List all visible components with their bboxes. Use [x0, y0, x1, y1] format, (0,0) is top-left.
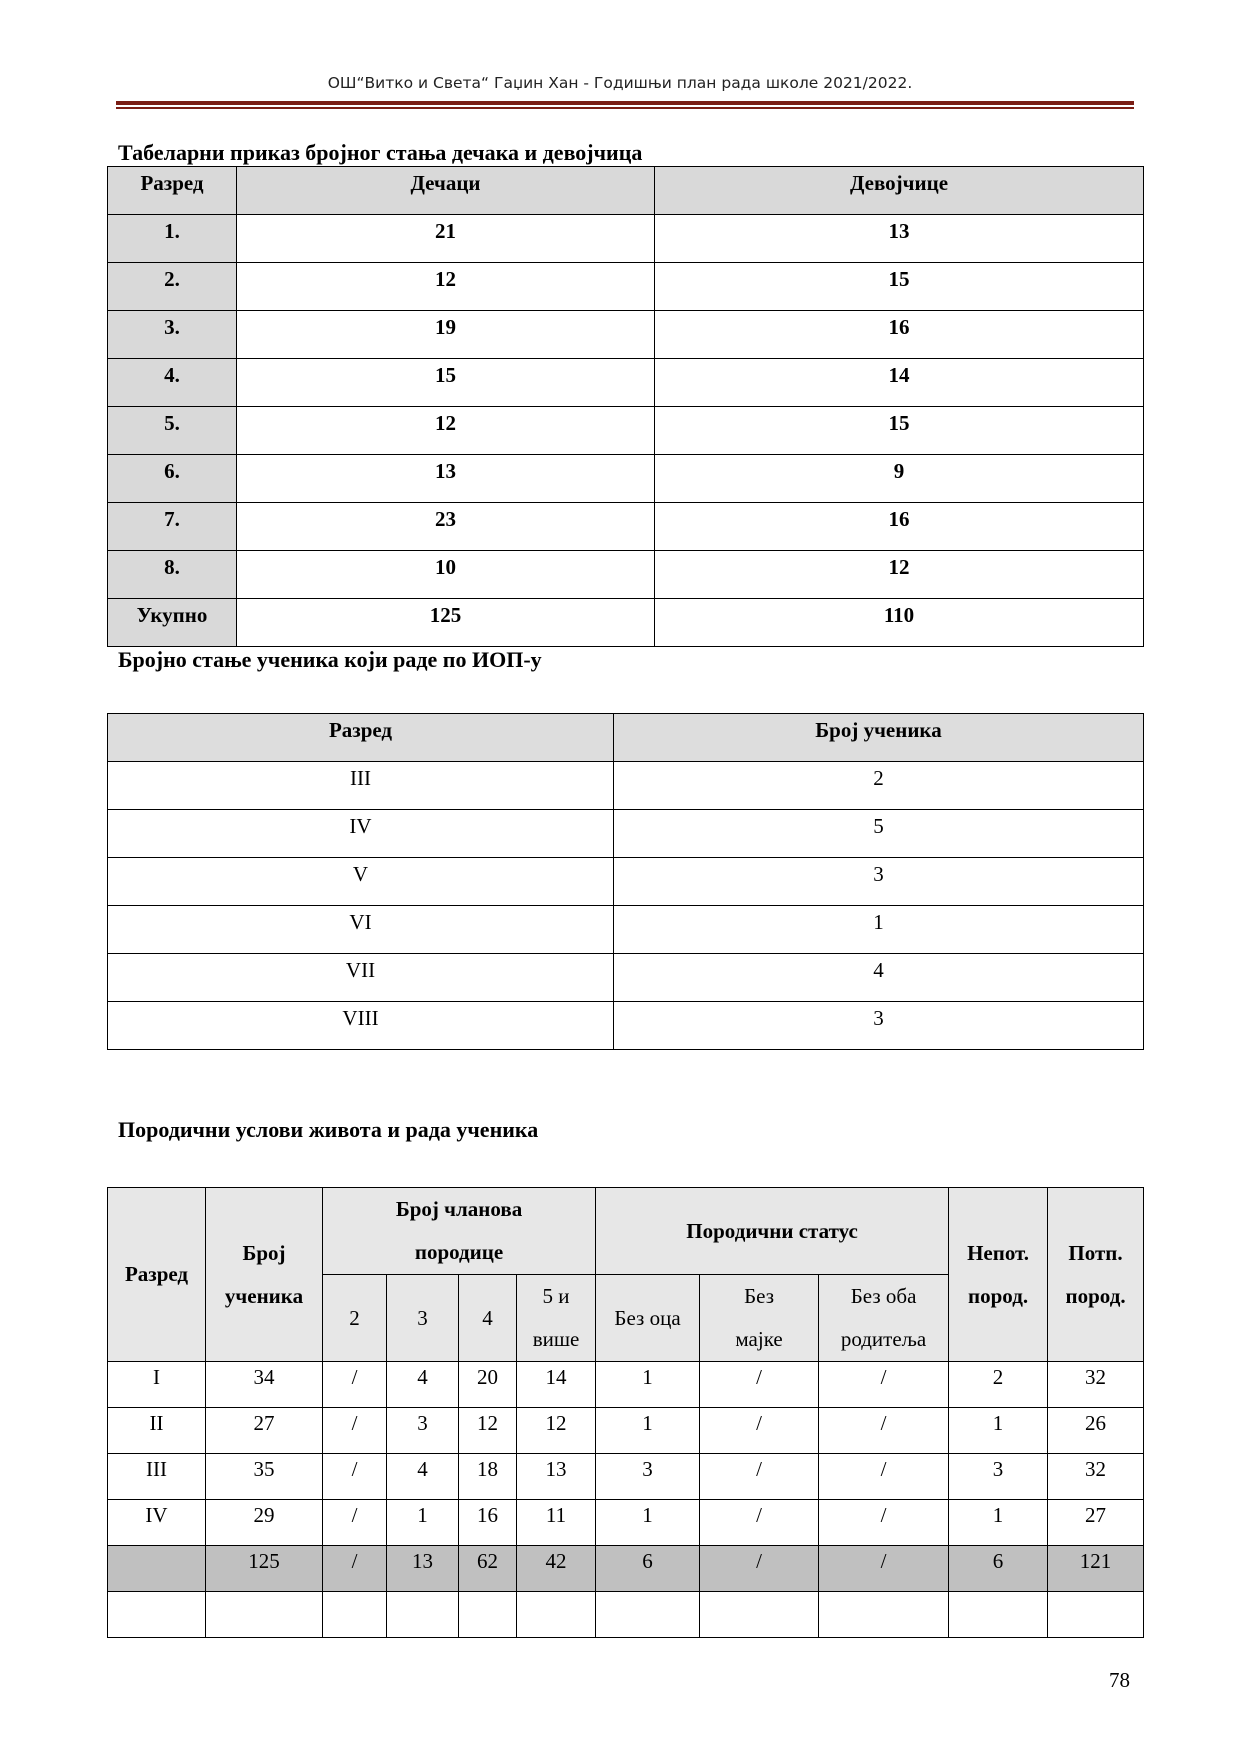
- gender-table-title: Табеларни приказ бројног стања дечака и девојчица: [118, 140, 643, 165]
- table-cell: 26: [1048, 1408, 1144, 1454]
- row-label: 5.: [108, 407, 237, 455]
- table-cell: IV: [108, 1500, 206, 1546]
- table-cell: 13: [655, 215, 1144, 263]
- empty-cell: [596, 1592, 700, 1638]
- header-students: Број ученика: [206, 1188, 323, 1362]
- empty-cell: [459, 1592, 517, 1638]
- column-header: Број ученика: [614, 714, 1144, 762]
- row-label: 4.: [108, 359, 237, 407]
- table-cell: 12: [237, 407, 655, 455]
- total-cell: 62: [459, 1546, 517, 1592]
- header-incomplete-family: Непот. пород.: [949, 1188, 1048, 1362]
- table-cell: 15: [655, 263, 1144, 311]
- total-cell: [108, 1546, 206, 1592]
- header-no-mother: Без мајке: [700, 1275, 819, 1362]
- table-cell: /: [700, 1500, 819, 1546]
- empty-cell: [1048, 1592, 1144, 1638]
- table-cell: /: [323, 1500, 387, 1546]
- column-header: Девојчице: [655, 167, 1144, 215]
- table-cell: 20: [459, 1362, 517, 1408]
- table-cell: /: [323, 1454, 387, 1500]
- table-row: [108, 215, 1144, 263]
- table-cell: 2: [614, 762, 1144, 810]
- table-cell: 12: [459, 1408, 517, 1454]
- row-label: 8.: [108, 551, 237, 599]
- header-rule-thin: [116, 107, 1134, 109]
- table-cell: 1: [596, 1500, 700, 1546]
- table-row: [108, 1454, 1144, 1500]
- empty-cell: [517, 1592, 596, 1638]
- table-cell: 1: [596, 1408, 700, 1454]
- gender-table: [107, 166, 1144, 647]
- header-family-members: Број чланова породице: [323, 1188, 596, 1275]
- table-cell: 23: [237, 503, 655, 551]
- table-cell: /: [819, 1454, 949, 1500]
- table-cell: 3: [387, 1408, 459, 1454]
- table-cell: 15: [237, 359, 655, 407]
- table-cell: 1: [949, 1408, 1048, 1454]
- table-cell: 27: [206, 1408, 323, 1454]
- empty-cell: [323, 1592, 387, 1638]
- table-cell: 27: [1048, 1500, 1144, 1546]
- table-cell: I: [108, 1362, 206, 1408]
- table-cell: III: [108, 762, 614, 810]
- total-row: [108, 1546, 1144, 1592]
- table-cell: /: [323, 1408, 387, 1454]
- total-cell: 42: [517, 1546, 596, 1592]
- table-cell: V: [108, 858, 614, 906]
- table-cell: 4: [387, 1362, 459, 1408]
- empty-cell: [108, 1592, 206, 1638]
- table-cell: 32: [1048, 1362, 1144, 1408]
- total-cell: 121: [1048, 1546, 1144, 1592]
- table-row: [108, 311, 1144, 359]
- table-cell: IV: [108, 810, 614, 858]
- table-cell: VIII: [108, 1002, 614, 1050]
- total-cell: 6: [596, 1546, 700, 1592]
- table-row: [108, 359, 1144, 407]
- total-cell: /: [700, 1546, 819, 1592]
- running-header: ОШ“Витко и Света“ Гаџин Хан - Годишњи план рада школе 2021/2022.: [327, 74, 913, 92]
- table-row: [108, 1500, 1144, 1546]
- table-cell: 1: [596, 1362, 700, 1408]
- empty-cell: [819, 1592, 949, 1638]
- table-cell: 3: [949, 1454, 1048, 1500]
- empty-cell: [700, 1592, 819, 1638]
- table-row: [108, 1408, 1144, 1454]
- table-cell: 16: [655, 503, 1144, 551]
- total-cell: /: [323, 1546, 387, 1592]
- table-cell: 5: [614, 810, 1144, 858]
- table-cell: 1: [614, 906, 1144, 954]
- table-cell: /: [819, 1408, 949, 1454]
- header-grade: Разред: [108, 1188, 206, 1362]
- table-row: [108, 551, 1144, 599]
- row-label: 1.: [108, 215, 237, 263]
- table-cell: 34: [206, 1362, 323, 1408]
- table-cell: 110: [655, 599, 1144, 647]
- total-cell: 6: [949, 1546, 1048, 1592]
- header-no-parents: Без оба родитеља: [819, 1275, 949, 1362]
- table-cell: VI: [108, 906, 614, 954]
- table-cell: II: [108, 1408, 206, 1454]
- table-cell: III: [108, 1454, 206, 1500]
- table-cell: 35: [206, 1454, 323, 1500]
- column-header: Разред: [108, 167, 237, 215]
- table-cell: 18: [459, 1454, 517, 1500]
- table-row: [108, 455, 1144, 503]
- table-cell: 13: [517, 1454, 596, 1500]
- page-number: 78: [1109, 1668, 1130, 1692]
- family-table: [107, 1187, 1144, 1638]
- table-row: [108, 762, 1144, 810]
- table-cell: 21: [237, 215, 655, 263]
- column-header: Дечаци: [237, 167, 655, 215]
- empty-cell: [949, 1592, 1048, 1638]
- table-cell: 29: [206, 1500, 323, 1546]
- table-cell: 19: [237, 311, 655, 359]
- table-header-row: [108, 714, 1144, 762]
- table-cell: 14: [517, 1362, 596, 1408]
- total-cell: /: [819, 1546, 949, 1592]
- table-cell: 2: [949, 1362, 1048, 1408]
- table-cell: 12: [655, 551, 1144, 599]
- table-header-row: [108, 167, 1144, 215]
- row-label: 7.: [108, 503, 237, 551]
- iop-table: [107, 713, 1144, 1050]
- header-rule-thick: [116, 101, 1134, 105]
- header-family-status: Породични статус: [596, 1188, 949, 1275]
- table-cell: 1: [949, 1500, 1048, 1546]
- column-header: Разред: [108, 714, 614, 762]
- header-complete-family: Потп. пород.: [1048, 1188, 1144, 1362]
- row-label: 6.: [108, 455, 237, 503]
- table-cell: VII: [108, 954, 614, 1002]
- table-cell: 10: [237, 551, 655, 599]
- table-cell: 3: [614, 1002, 1144, 1050]
- table-cell: 12: [517, 1408, 596, 1454]
- table-cell: 15: [655, 407, 1144, 455]
- table-row: [108, 407, 1144, 455]
- header-members-5-plus: 5 и више: [517, 1275, 596, 1362]
- empty-cell: [206, 1592, 323, 1638]
- table-cell: 9: [655, 455, 1144, 503]
- table-cell: 16: [655, 311, 1144, 359]
- family-table-title: Породични услови живота и рада ученика: [118, 1117, 539, 1142]
- table-cell: 11: [517, 1500, 596, 1546]
- table-row: [108, 1362, 1144, 1408]
- empty-cell: [387, 1592, 459, 1638]
- table-cell: 32: [1048, 1454, 1144, 1500]
- table-cell: 4: [387, 1454, 459, 1500]
- table-row: [108, 503, 1144, 551]
- table-cell: 3: [596, 1454, 700, 1500]
- table-cell: 16: [459, 1500, 517, 1546]
- table-cell: 12: [237, 263, 655, 311]
- iop-table-title: Бројно стање ученика који раде по ИОП-у: [118, 647, 542, 672]
- table-cell: /: [700, 1362, 819, 1408]
- table-cell: /: [323, 1362, 387, 1408]
- table-row: [108, 263, 1144, 311]
- row-label: 2.: [108, 263, 237, 311]
- table-row: [108, 906, 1144, 954]
- table-row: [108, 954, 1144, 1002]
- total-cell: 125: [206, 1546, 323, 1592]
- table-cell: /: [700, 1454, 819, 1500]
- row-label: Укупно: [108, 599, 237, 647]
- table-cell: 4: [614, 954, 1144, 1002]
- table-cell: 14: [655, 359, 1144, 407]
- header-no-father: Без оца: [596, 1275, 700, 1362]
- table-cell: 1: [387, 1500, 459, 1546]
- row-label: 3.: [108, 311, 237, 359]
- table-cell: 3: [614, 858, 1144, 906]
- table-cell: 125: [237, 599, 655, 647]
- header-members-4: 4: [459, 1275, 517, 1362]
- table-row: [108, 810, 1144, 858]
- total-cell: 13: [387, 1546, 459, 1592]
- table-cell: /: [819, 1500, 949, 1546]
- empty-row: [108, 1592, 1144, 1638]
- table-row: [108, 858, 1144, 906]
- header-members-2: 2: [323, 1275, 387, 1362]
- table-row: [108, 599, 1144, 647]
- table-row: [108, 1002, 1144, 1050]
- table-cell: 13: [237, 455, 655, 503]
- table-cell: /: [700, 1408, 819, 1454]
- header-members-3: 3: [387, 1275, 459, 1362]
- table-cell: /: [819, 1362, 949, 1408]
